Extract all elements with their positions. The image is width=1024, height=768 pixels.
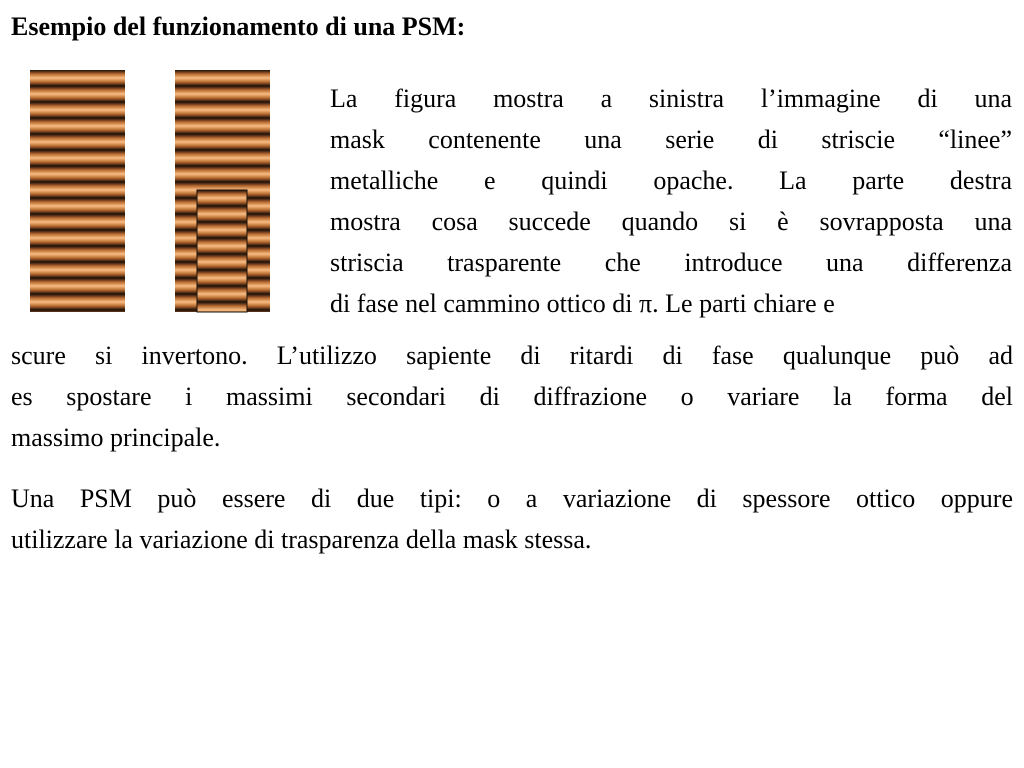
text-line: di fase nel cammino ottico di π. Le parti chiare e bbox=[330, 289, 835, 318]
text-line: es spostare i massimi secondari di diffrazione o variare la forma del bbox=[11, 382, 1013, 411]
text-line: mostra cosa succede quando si è sovrapposta una bbox=[330, 207, 1012, 236]
psm-figure bbox=[0, 0, 300, 330]
text-line: La figura mostra a sinistra l’immagine di una bbox=[330, 84, 1012, 113]
paragraph-continuation bbox=[11, 335, 1013, 458]
phase-shift-strip bbox=[197, 190, 247, 312]
text-line: striscia trasparente che introduce una differenza bbox=[330, 248, 1012, 277]
paragraph-figure-description bbox=[330, 78, 1012, 324]
text-line: mask contenente una serie di striscie “linee” bbox=[330, 125, 1012, 154]
text-line: utilizzare la variazione di trasparenza della mask stessa. bbox=[11, 525, 592, 554]
mask-left-image bbox=[30, 70, 125, 312]
text-line: massimo principale. bbox=[11, 423, 221, 452]
text-line: metalliche e quindi opache. La parte destra bbox=[330, 166, 1012, 195]
text-line: scure si invertono. L’utilizzo sapiente di ritardi di fase qualunque può ad bbox=[11, 341, 1013, 370]
text-line: Una PSM può essere di due tipi: o a variazione di spessore ottico oppure bbox=[11, 484, 1013, 513]
paragraph-psm-types bbox=[11, 478, 1013, 560]
slide-title: Esempio del funzionamento di una PSM: bbox=[11, 12, 466, 41]
